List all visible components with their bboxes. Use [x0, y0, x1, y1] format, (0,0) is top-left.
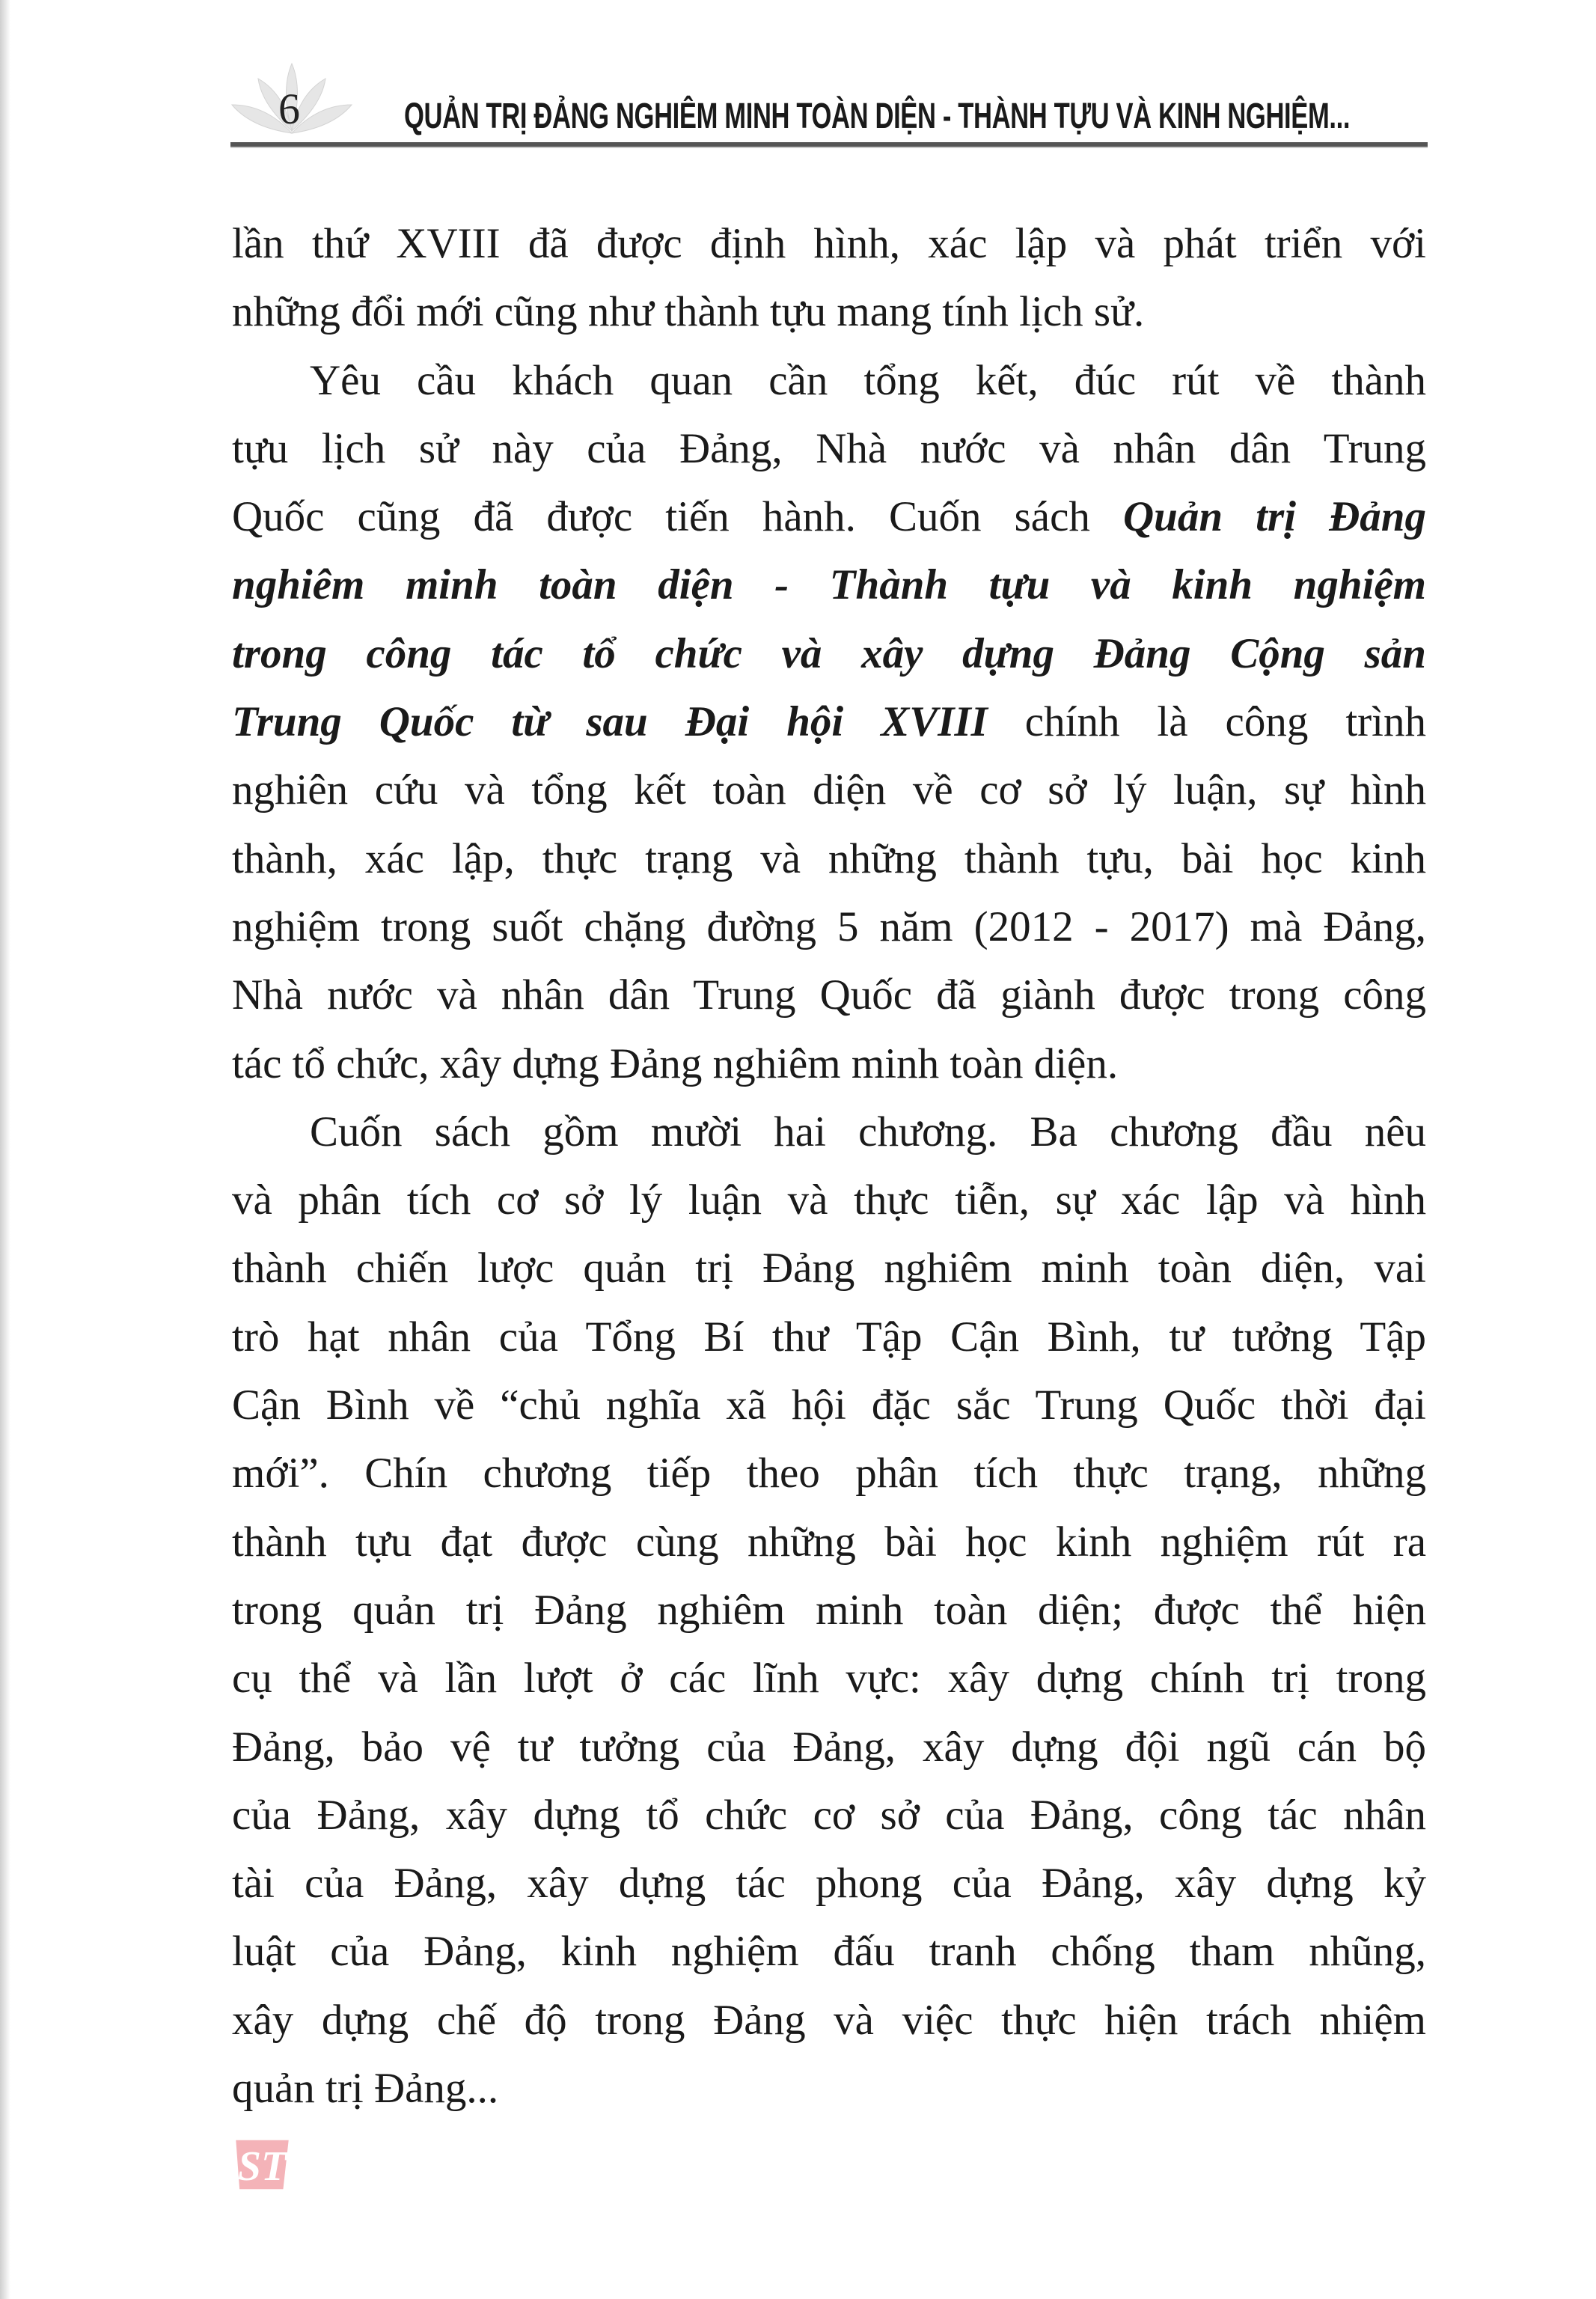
- text-segment: Đảng, bảo vệ tư tưởng của Đảng, xây dựng đội ngũ cán bộ: [232, 1723, 1426, 1771]
- text-segment: của Đảng, xây dựng tổ chức cơ sở của Đảng, công tác nhân: [232, 1791, 1426, 1839]
- text-segment: quản trị Đảng...: [232, 2065, 499, 2113]
- text-segment: cụ thể và lần lượt ở các lĩnh vực: xây dựng chính trị trong: [232, 1655, 1426, 1703]
- page-number: 6: [278, 85, 300, 133]
- text-line: [232, 278, 1426, 346]
- text-line: [232, 688, 1426, 756]
- page-edge-shadow: [0, 0, 10, 2299]
- text-line: [232, 1917, 1426, 1985]
- text-segment: Quốc cũng đã được tiến hành. Cuốn sách: [232, 493, 1124, 541]
- text-segment: trò hạt nhân của Tổng Bí thư Tập Cận Bình, tư tưởng Tập: [232, 1313, 1426, 1361]
- text-line: [232, 1713, 1426, 1781]
- text-segment: mới”. Chín chương tiếp theo phân tích thực trạng, những: [232, 1450, 1426, 1497]
- text-line: [232, 1371, 1426, 1439]
- body-text: [232, 210, 1426, 2122]
- text-line: [232, 1644, 1426, 1712]
- text-line: [232, 210, 1426, 278]
- text-line: [232, 1030, 1426, 1098]
- text-segment: Yêu cầu khách quan cần tổng kết, đúc rút về thành: [310, 356, 1426, 404]
- text-segment: trong quản trị Đảng nghiêm minh toàn diện; được thể hiện: [232, 1586, 1426, 1634]
- text-line: [232, 893, 1426, 961]
- text-line: [232, 1303, 1426, 1371]
- book-title-text: Trung Quốc từ sau Đại hội XVIII: [232, 698, 988, 746]
- text-line: [232, 1849, 1426, 1917]
- text-line: [232, 551, 1426, 619]
- text-segment: những đổi mới cũng như thành tựu mang tính lịch sử.: [232, 288, 1145, 336]
- text-segment: Cận Bình về “chủ nghĩa xã hội đặc sắc Trung Quốc thời đại: [232, 1381, 1426, 1429]
- text-line: [232, 1234, 1426, 1302]
- text-segment: lần thứ XVIII đã được định hình, xác lập và phát triển với: [232, 220, 1426, 267]
- text-segment: nghiệm trong suốt chặng đường 5 năm (2012 - 2017) mà Đảng,: [232, 903, 1426, 950]
- header-rule: [230, 142, 1428, 148]
- running-header-title: QUẢN TRỊ ĐẢNG NGHIÊM MINH TOÀN DIỆN - THÀNH TỰU VÀ KINH NGHIỆM...: [404, 97, 1351, 136]
- text-line: [232, 1098, 1426, 1166]
- book-title-text: nghiêm minh toàn diện - Thành tựu và kinh nghiệm: [232, 561, 1426, 609]
- text-segment: Nhà nước và nhân dân Trung Quốc đã giành được trong công: [232, 971, 1426, 1019]
- text-line: [232, 825, 1426, 893]
- text-segment: thành tựu đạt được cùng những bài học kinh nghiệm rút ra: [232, 1518, 1426, 1566]
- text-line: [232, 415, 1426, 483]
- text-segment: thành, xác lập, thực trạng và những thành tựu, bài học kinh: [232, 834, 1426, 882]
- publisher-logo: [230, 2133, 294, 2196]
- text-line: [232, 2054, 1426, 2122]
- text-line: [232, 1166, 1426, 1234]
- text-segment: tác tổ chức, xây dựng Đảng nghiêm minh toàn diện.: [232, 1039, 1119, 1087]
- text-line: [232, 1439, 1426, 1507]
- text-line: [232, 1508, 1426, 1576]
- text-segment: Cuốn sách gồm mười hai chương. Ba chương đầu nêu: [310, 1108, 1426, 1155]
- text-line: [232, 346, 1426, 415]
- text-line: [232, 961, 1426, 1029]
- text-segment: nghiên cứu và tổng kết toàn diện về cơ sở lý luận, sự hình: [232, 766, 1426, 814]
- book-title-text: Quản trị Đảng: [1123, 493, 1426, 541]
- text-segment: luật của Đảng, kinh nghiệm đấu tranh chống tham nhũng,: [232, 1928, 1426, 1976]
- text-line: [232, 483, 1426, 551]
- text-segment: chính là công trình: [987, 698, 1426, 746]
- text-segment: xây dựng chế độ trong Đảng và việc thực hiện trách nhiệm: [232, 1996, 1426, 2044]
- text-segment: tài của Đảng, xây dựng tác phong của Đảng, xây dựng kỷ: [232, 1860, 1426, 1908]
- svg-text:ST: ST: [237, 2143, 287, 2190]
- text-line: [232, 756, 1426, 824]
- text-segment: tựu lịch sử này của Đảng, Nhà nước và nhân dân Trung: [232, 424, 1426, 472]
- text-line: [232, 620, 1426, 688]
- book-title-text: trong công tác tổ chức và xây dựng Đảng Cộng sản: [232, 629, 1426, 677]
- text-segment: thành chiến lược quản trị Đảng nghiêm minh toàn diện, vai: [232, 1245, 1426, 1292]
- text-line: [232, 1576, 1426, 1644]
- text-line: [232, 1986, 1426, 2054]
- text-line: [232, 1781, 1426, 1849]
- text-segment: và phân tích cơ sở lý luận và thực tiễn, sự xác lập và hình: [232, 1176, 1426, 1224]
